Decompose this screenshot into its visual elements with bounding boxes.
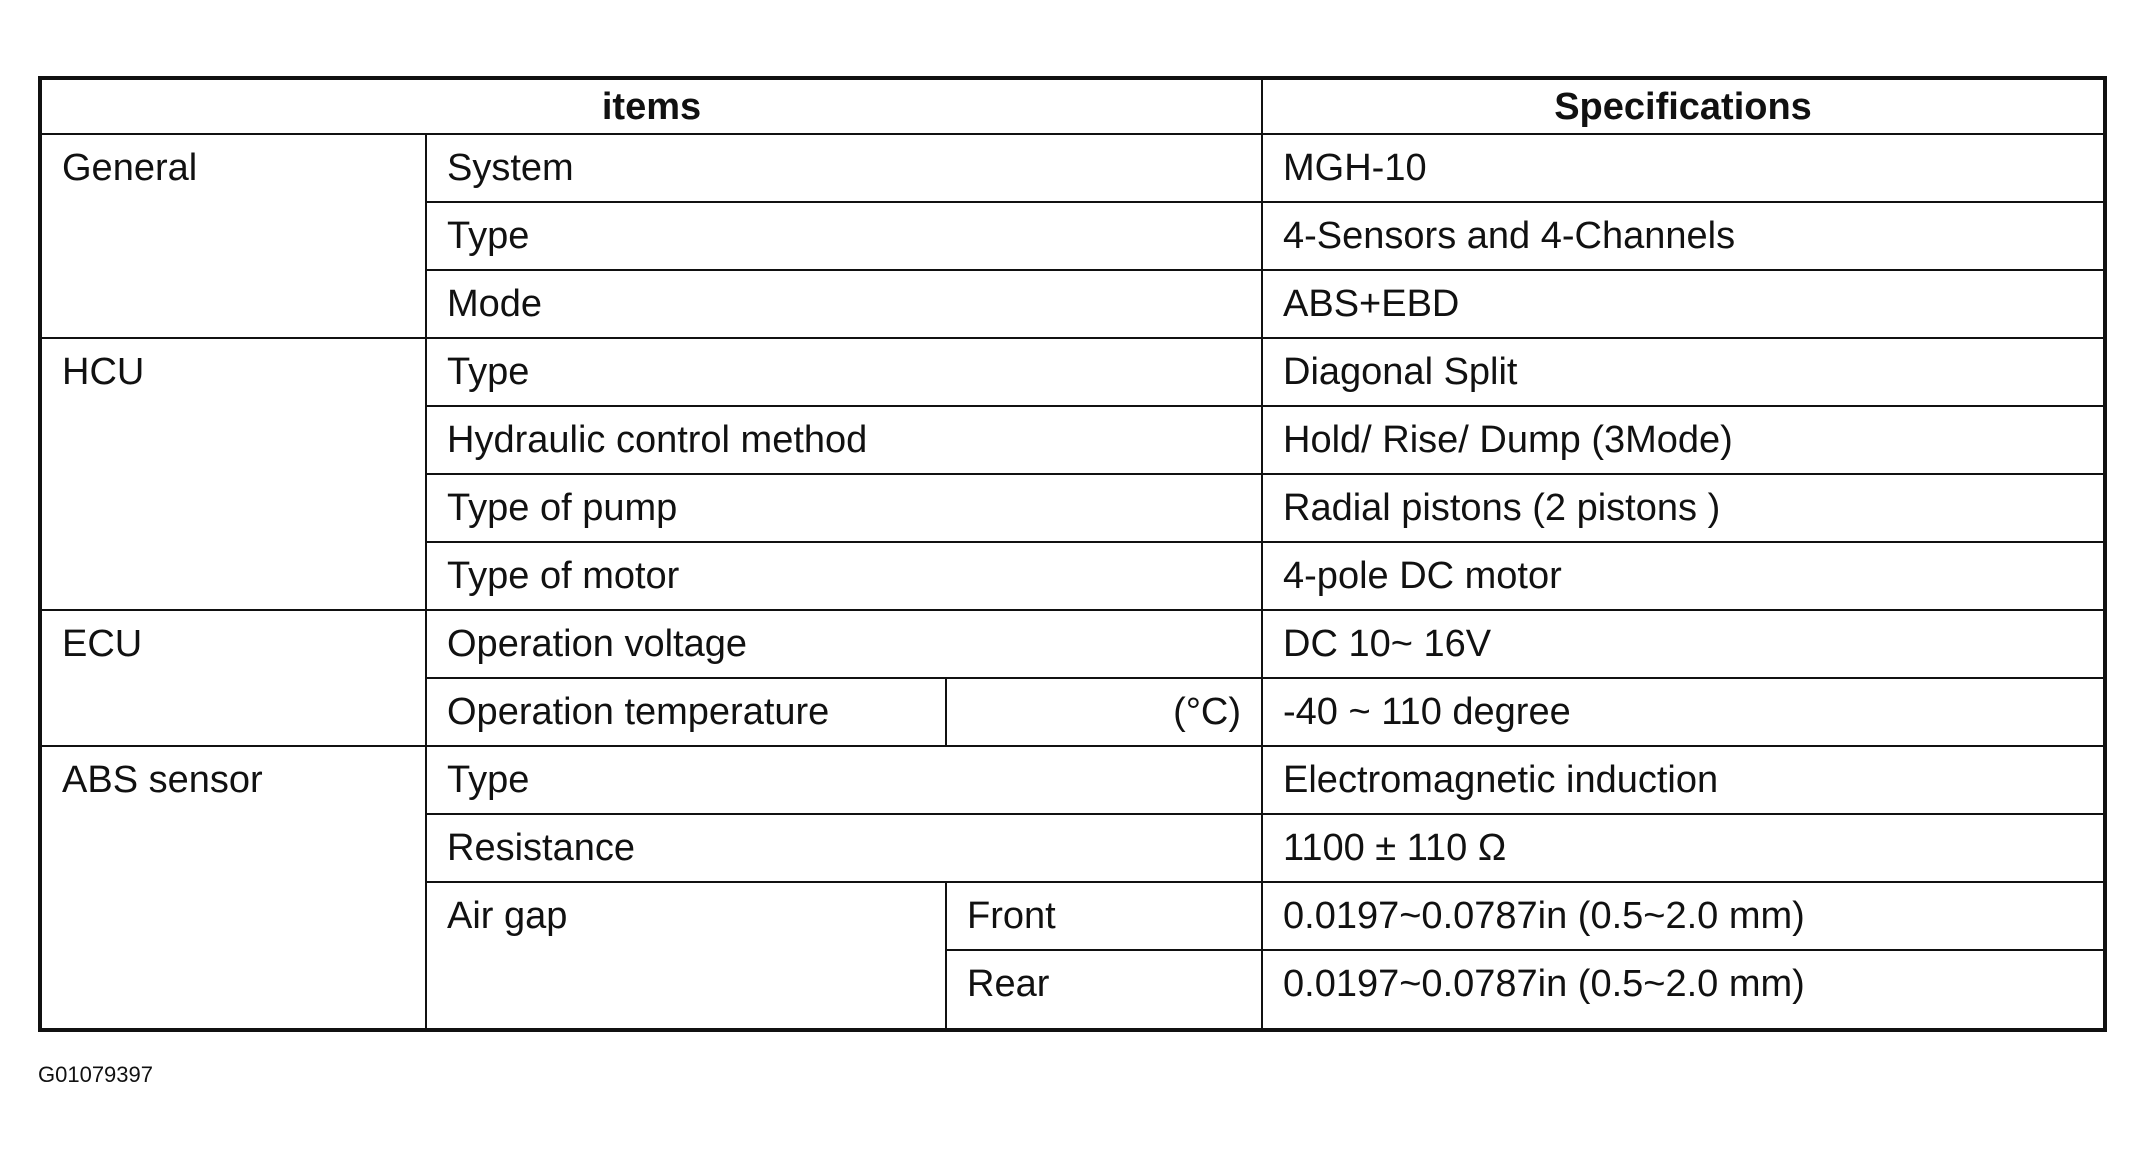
spec-cell: Hold/ Rise/ Dump (3Mode) bbox=[1262, 406, 2105, 474]
table-row bbox=[40, 746, 2105, 814]
item-cell: System bbox=[426, 134, 1262, 202]
spec-cell: Electromagnetic induction bbox=[1262, 746, 2105, 814]
spec-cell: 0.0197~0.0787in (0.5~2.0 mm) bbox=[1262, 950, 2105, 1030]
item-cell: Resistance bbox=[426, 814, 1262, 882]
item-cell: Air gap bbox=[426, 882, 946, 1030]
group-hcu: HCU bbox=[40, 338, 426, 610]
group-ecu: ECU bbox=[40, 610, 426, 746]
group-general: General bbox=[40, 134, 426, 338]
item-cell: Mode bbox=[426, 270, 1262, 338]
item-cell: Type bbox=[426, 338, 1262, 406]
spec-cell: -40 ~ 110 degree bbox=[1262, 678, 2105, 746]
item-cell: Operation temperature bbox=[426, 678, 946, 746]
item-cell: Type bbox=[426, 746, 1262, 814]
subitem-cell: Rear bbox=[946, 950, 1262, 1030]
table-row bbox=[40, 610, 2105, 678]
unit-cell: (°C) bbox=[946, 678, 1262, 746]
item-cell: Hydraulic control method bbox=[426, 406, 1262, 474]
item-cell: Type of motor bbox=[426, 542, 1262, 610]
specifications-table bbox=[38, 76, 2107, 1032]
group-abs-sensor: ABS sensor bbox=[40, 746, 426, 1030]
subitem-cell: Front bbox=[946, 882, 1262, 950]
spec-cell: Diagonal Split bbox=[1262, 338, 2105, 406]
spec-cell: 4-pole DC motor bbox=[1262, 542, 2105, 610]
spec-cell: DC 10~ 16V bbox=[1262, 610, 2105, 678]
table-row bbox=[40, 134, 2105, 202]
spec-cell: ABS+EBD bbox=[1262, 270, 2105, 338]
table-row bbox=[40, 338, 2105, 406]
table-header-row bbox=[40, 78, 2105, 134]
spec-cell: 4-Sensors and 4-Channels bbox=[1262, 202, 2105, 270]
item-cell: Type bbox=[426, 202, 1262, 270]
header-items: items bbox=[40, 78, 1262, 134]
spec-cell: 0.0197~0.0787in (0.5~2.0 mm) bbox=[1262, 882, 2105, 950]
spec-cell: Radial pistons (2 pistons ) bbox=[1262, 474, 2105, 542]
header-specifications: Specifications bbox=[1262, 78, 2105, 134]
image-id-label: G01079397 bbox=[38, 1062, 153, 1087]
spec-cell: MGH-10 bbox=[1262, 134, 2105, 202]
item-cell: Type of pump bbox=[426, 474, 1262, 542]
item-cell: Operation voltage bbox=[426, 610, 1262, 678]
spec-cell: 1100 ± 110 Ω bbox=[1262, 814, 2105, 882]
